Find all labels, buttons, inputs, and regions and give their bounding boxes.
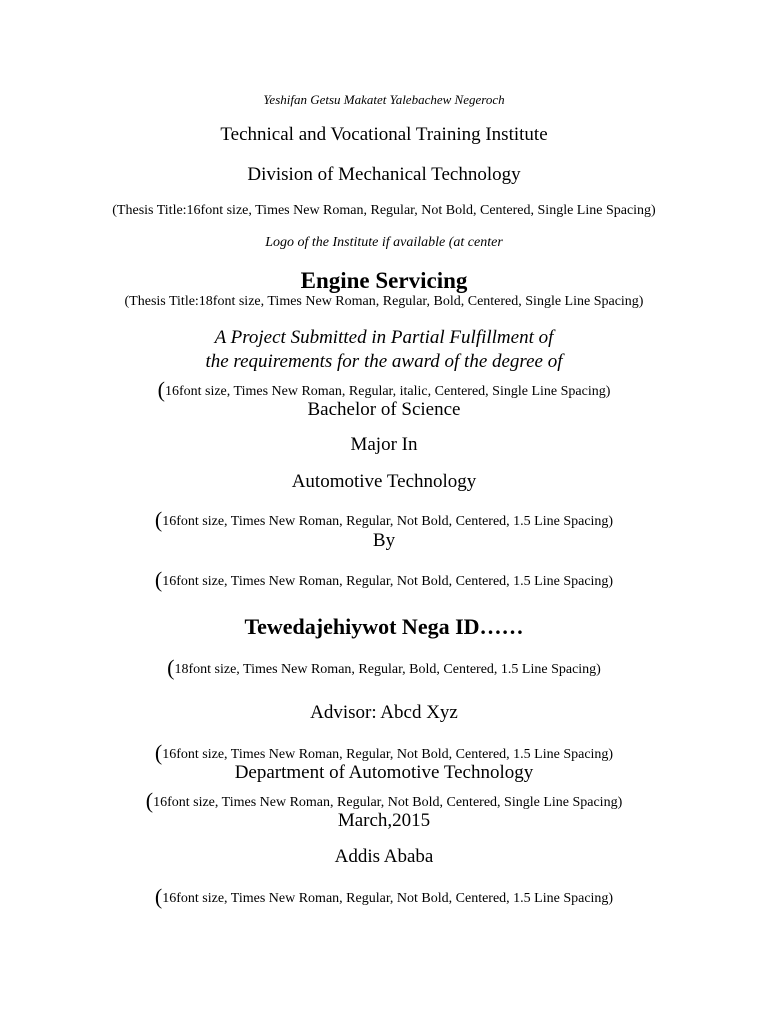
open-paren: ( [154,740,163,765]
open-paren: ( [167,655,175,680]
title-format-note: (Thesis Title:16font size, Times New Roman, Regular, Not Bold, Centered, Single Line Spacing) [112,203,656,218]
by-format-note [0,567,768,592]
division-name: Division of Mechanical Technology [247,164,521,185]
author-name: Tewedajehiywot Nega ID…… [244,614,524,639]
degree-name: Bachelor of Science [307,399,461,420]
open-paren: ( [154,884,163,909]
note-text: 16font size, Times New Roman, Regular, Not Bold, Centered, 1.5 Line Spacing) [162,891,614,906]
major-label: Major In [350,434,418,455]
author-format-note [0,655,768,680]
note-text: 16font size, Times New Roman, Regular, italic, Centered, Single Line Spacing) [164,384,611,399]
by-label: By [372,530,396,551]
major-name: Automotive Technology [291,471,477,492]
note-text: 16font size, Times New Roman, Regular, Not Bold, Centered, Single Line Spacing) [153,795,623,810]
submission-date: March,2015 [337,810,431,831]
note-text: 16font size, Times New Roman, Regular, Not Bold, Centered, 1.5 Line Spacing) [162,514,614,529]
open-paren: ( [145,788,154,813]
thesis-title: Engine Servicing [300,268,468,293]
open-paren: ( [157,377,165,402]
department-name: Department of Automotive Technology [234,762,534,783]
submission-line-2: the requirements for the award of the degree of [205,351,563,372]
place-name: Addis Ababa [334,846,434,867]
place-format-note [0,884,768,909]
logo-note: Logo of the Institute if available (at center [265,235,503,250]
open-paren: ( [154,507,163,532]
student-names: Yeshifan Getsu Makatet Yalebachew Negeroch [263,92,505,107]
note-text: 16font size, Times New Roman, Regular, Not Bold, Centered, 1.5 Line Spacing) [162,574,614,589]
submission-line-1: A Project Submitted in Partial Fulfillment of [214,327,554,348]
institute-name: Technical and Vocational Training Institute [220,124,548,145]
advisor-name: Advisor: Abcd Xyz [310,702,458,723]
thesis-title-format-note: (Thesis Title:18font size, Times New Roman, Regular, Bold, Centered, Single Line Spacing) [124,294,644,309]
major-format-note [0,507,768,532]
open-paren: ( [154,567,163,592]
note-text: 16font size, Times New Roman, Regular, Not Bold, Centered, 1.5 Line Spacing) [162,747,614,762]
note-text: 18font size, Times New Roman, Regular, Bold, Centered, 1.5 Line Spacing) [174,662,601,677]
